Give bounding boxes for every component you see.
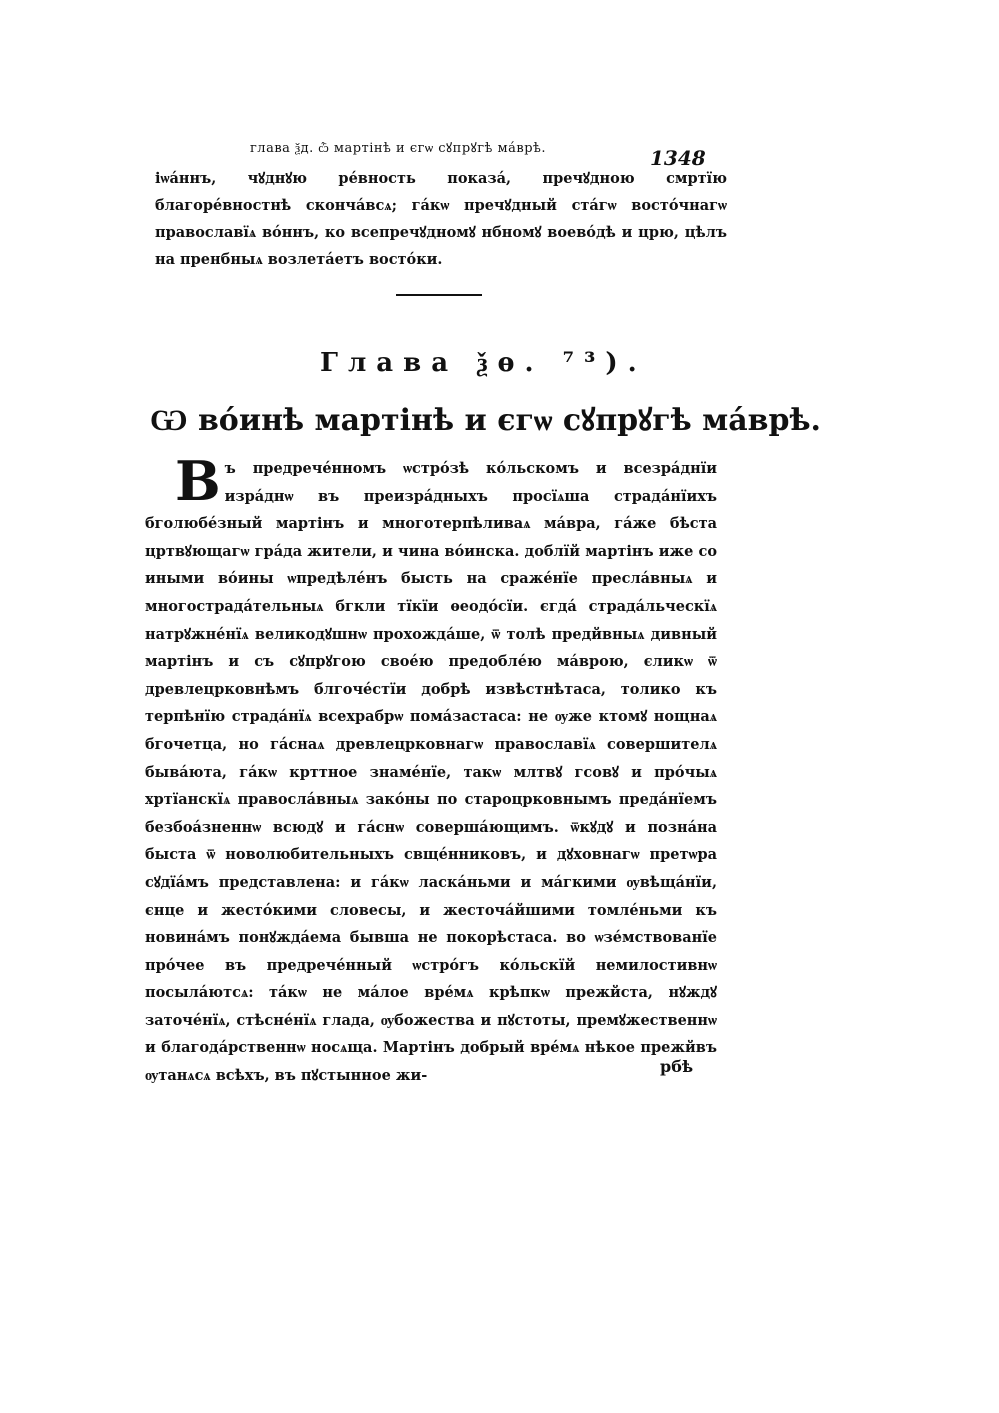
- previous-chapter-text: іѡáннъ, чꙋднꙋю рéвность показá, пречꙋдною смртїю благорéвностнѣ скончáвсѧ; гáкѡ пречꙋдный стáгѡ востóчнагѡ православїѧ вóннъ, ко всепречꙋдномꙋ нбномꙋ воевóдѣ и црю, цѣлъ на пренбныѧ возлетáетъ востóки.: [155, 170, 727, 268]
- catchword: рбѣ: [660, 1057, 694, 1076]
- chapter-heading: Глава ѯѳ. ⁷³).: [320, 348, 647, 378]
- chapter-body-text: ъ предречéнномъ ѡстрóзѣ кóльскомъ и всезрáднїи изрáднѡ въ преизрáдныхъ просїѧша страдáнїихъ бголюбéзный мартінъ и многотерпѣливаѧ мáвра, гáже бѣста цртвꙋющагѡ грáда жители, и чина вóинска. доблїй мартінъ иже со иными вóины ѡпредѣлéнъ бысть на сражéнїе преслáвныѧ и многострадáтельныѧ бгкли тїкїи ѳеодóсїи. єгдá страдáльческїѧ натрꙋжнéнїѧ великодꙋшнѡ прохождáше, ѿ толѣ предйвныѧ дивный мартінъ и съ сꙋпрꙋгою своéю предоблéю мáврою, єликѡ ѿ древлецрковнѣмъ блгочéстїи добрѣ извѣстнѣтаса, толико къ терпѣнїю страдáнїѧ всехрабрѡ помáзастаса: не ѹже ктомꙋ нощнаѧ бгочетца, но гáснаѧ древлецрковнагѡ православїѧ совершителѧ бывáюта, гáкѡ крттное знамéнїе, такѡ млтвꙋ гсовꙋ и прóчыѧ хртїанскїѧ правослáвныѧ закóны по староцрковнымъ предáнїемъ безбоáзненнѡ всюдꙋ и гáснѡ совершáющимъ. ѿкꙋдꙋ и познáна быста ѿ новолюбительныхъ свщéнниковъ, и дꙋховнагѡ претѡра сꙋдїáмъ представлена: и гáкѡ ласкáньми и мáгкими ѹвѣщáнїи, єнце и жестóкими словесы, и жесточáйшими томлéньми къ новинáмъ понꙋждáема бывша не покорѣстаса. во ѡзéмствованїе прóчее въ предречéнный ѡстрóгъ кóльскїй немилостивнѡ посылáютсѧ: тáкѡ не мáлое врéмѧ крѣпкѡ прежйста, нꙋждꙋ заточéнїѧ, стѣснéнїѧ глада, ѹбожества и пꙋстоты, премꙋжественнѡ и благодáрственнѡ носѧща. Мартінъ добрый врéмѧ нѣкое прежйвъ ѹтанѧсѧ всѣхъ, въ пꙋстынное жи-: [145, 460, 717, 1085]
- drop-cap: В: [175, 449, 221, 513]
- chapter-body: [145, 449, 717, 1090]
- chapter-title: Ѡ вóинѣ мартінѣ и єгѡ сꙋпрꙋгѣ мáврѣ.: [150, 403, 821, 438]
- page-number: 1348: [650, 146, 706, 170]
- running-head: глава ѯд. ѽ мартінѣ и єгѡ сꙋпрꙋгѣ мáврѣ.: [250, 141, 546, 156]
- section-divider: [396, 294, 482, 296]
